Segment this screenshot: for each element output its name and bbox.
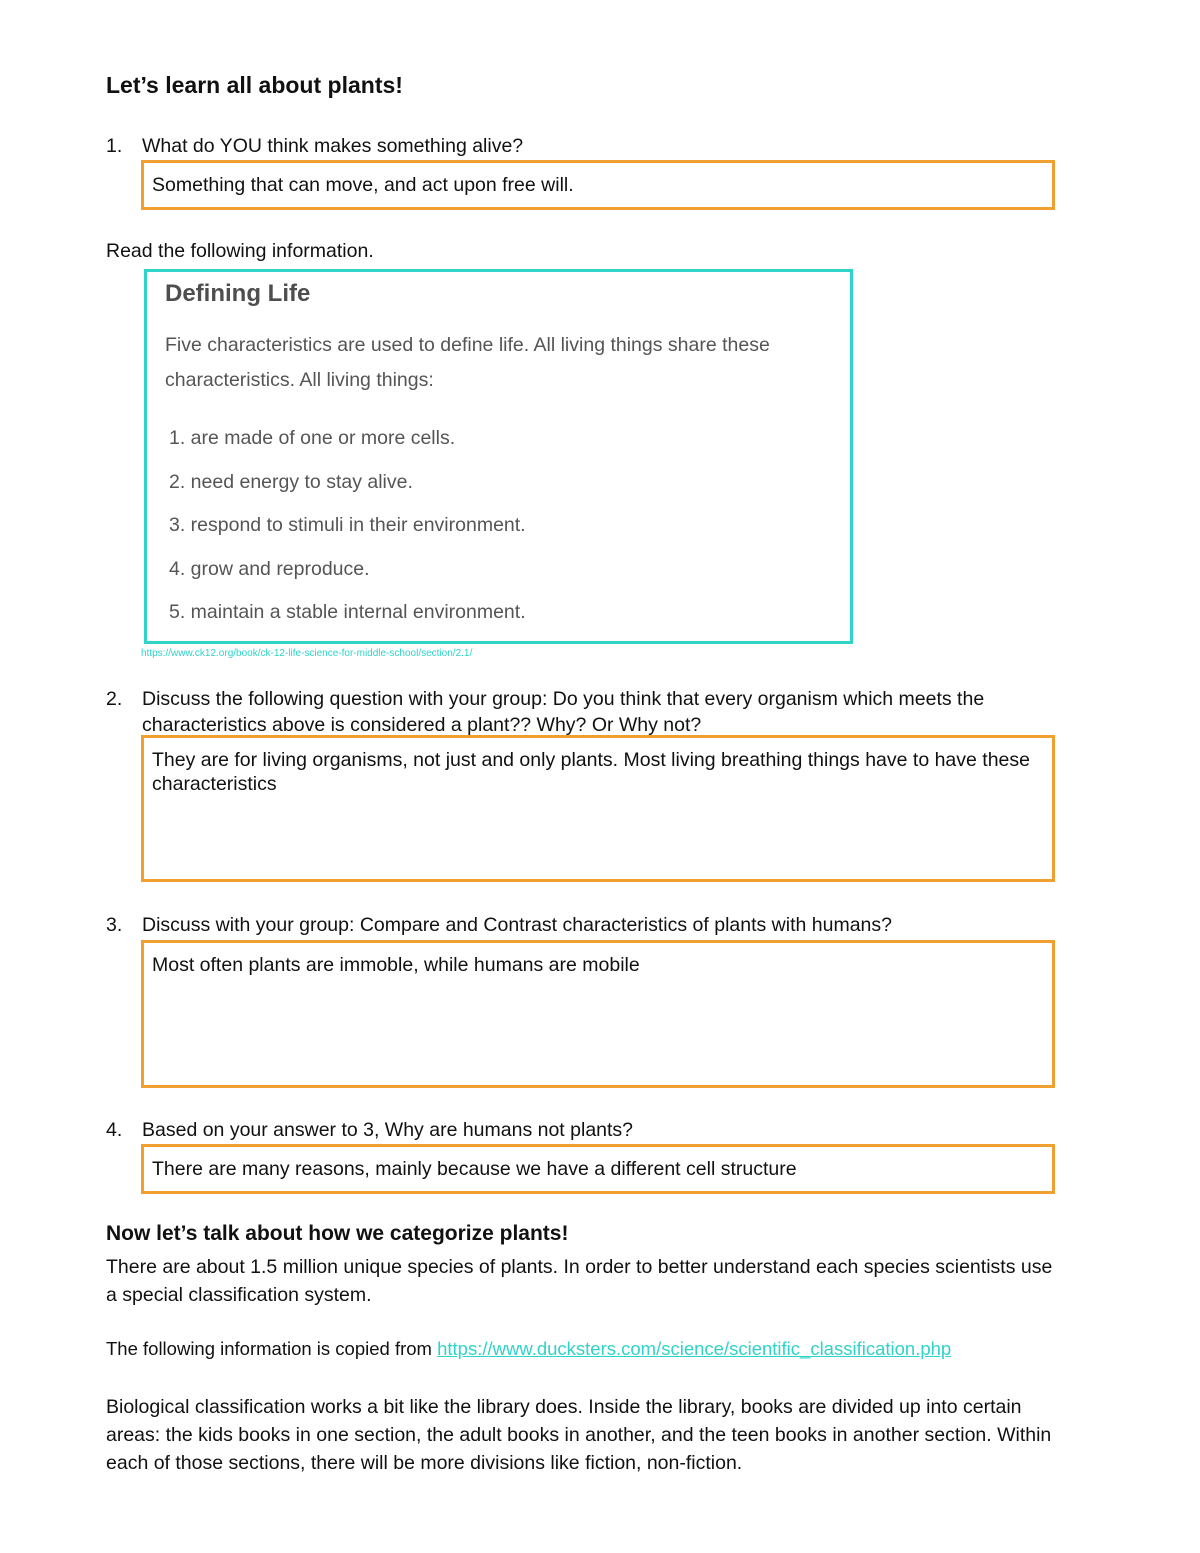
question-2 [106, 686, 1056, 738]
answer-field-2[interactable]: They are for living organisms, not just and only plants. Most living breathing things have to have these characteristics [141, 735, 1055, 882]
question-number: 2. [106, 688, 123, 710]
question-3 [106, 912, 1056, 938]
list-item: 4. grow and reproduce. [169, 557, 370, 580]
answer-field-1[interactable]: Something that can move, and act upon free will. [141, 160, 1055, 210]
question-number: 1. [106, 135, 123, 157]
classification-paragraph: Biological classification works a bit like the library does. Inside the library, books are divided up into certain areas: the kids books in one section, the adult books in another, and the teen books in another section. Within each of those sections, there will be more divisions like fiction, non-fiction. [106, 1396, 1052, 1474]
characteristics-list [169, 420, 526, 638]
question-text: Based on your answer to 3, Why are humans not plants? [142, 1119, 634, 1141]
question-number: 3. [106, 914, 123, 936]
source-link[interactable]: https://www.ck12.org/book/ck-12-life-science-for-middle-school/section/2.1/ [141, 648, 473, 659]
section-heading: Now let’s talk about how we categorize plants! [106, 1222, 569, 1245]
defining-life-title: Defining Life [165, 280, 311, 307]
list-item: 1. are made of one or more cells. [169, 427, 456, 449]
defining-life-intro: Five characteristics are used to define life. All living things share these characteristics. All living things: [165, 334, 770, 391]
read-instruction: Read the following information. [106, 240, 374, 262]
list-item: 2. need energy to stay alive. [169, 470, 413, 493]
copied-prefix: The following information is copied from [106, 1338, 438, 1359]
page-title: Let’s learn all about plants! [106, 72, 403, 98]
answer-field-4[interactable]: There are many reasons, mainly because we have a different cell structure [141, 1144, 1055, 1194]
list-item: 3. respond to stimuli in their environment. [169, 514, 526, 536]
question-text: What do YOU think makes something alive? [142, 135, 524, 157]
defining-life-panel [144, 269, 853, 644]
question-number: 4. [106, 1119, 123, 1141]
ducksters-link[interactable]: https://www.ducksters.com/science/scientific_classification.php [437, 1338, 952, 1359]
question-4 [106, 1117, 1056, 1143]
question-1 [106, 133, 1056, 159]
answer-field-3[interactable]: Most often plants are immoble, while humans are mobile [141, 940, 1055, 1088]
copied-note [106, 1338, 951, 1360]
question-text: Discuss the following question with your group: Do you think that every organism which meets the characteristics above is considered a plant?? Why? Or Why not? [142, 688, 985, 736]
list-item: 5. maintain a stable internal environment. [169, 601, 526, 623]
section-intro: There are about 1.5 million unique species of plants. In order to better understand each species scientists use a special classification system. [106, 1256, 1053, 1306]
question-text: Discuss with your group: Compare and Contrast characteristics of plants with humans? [142, 914, 892, 936]
